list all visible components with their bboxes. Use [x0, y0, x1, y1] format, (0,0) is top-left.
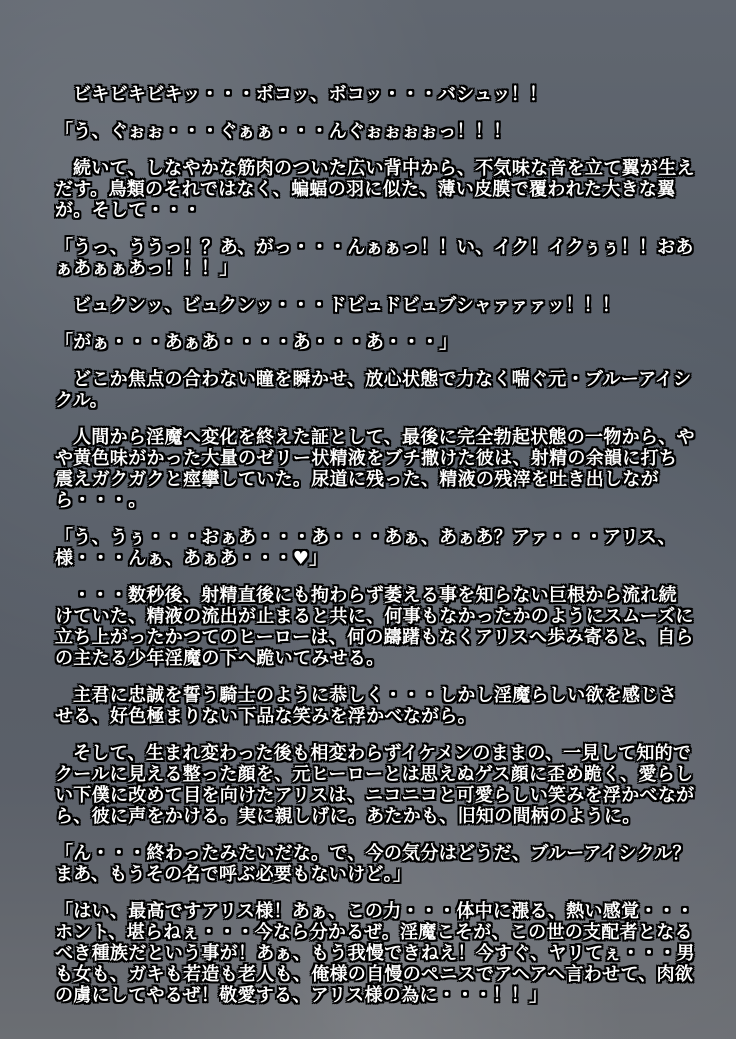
dialogue-paragraph: 「がぁ・・・あぁあ・・・・あ・・・あ・・・」: [55, 332, 458, 353]
text-body: [55, 84, 695, 1022]
narration-paragraph: ビュクンッ、ビュクンッ・・・ドビュドビュブシャァァァッ！！！: [73, 295, 621, 316]
narration-paragraph: どこか焦点の合わない瞳を瞬かせ、放心状態で力なく喘ぐ元・ブルーアイシクル。: [55, 369, 692, 411]
narration-paragraph: 主君に忠誠を誓う騎士のように恭しく・・・しかし淫魔らしい欲を感じさせる、好色極まりない下品な笑みを浮かべながら。: [55, 685, 677, 727]
dialogue-paragraph: 「ん・・・終わったみたいだな。で、今の気分はどうだ、ブルーアイシクル？まあ、もうその名で呼ぶ必要もないけど。」: [55, 843, 691, 885]
narration-paragraph: ・・・数秒後、射精直後にも拘わらず萎える事を知らない巨根から流れ続けていた、精液の流出が止まると共に、何事もなかったかのようにスムーズに立ち上がったかつてのヒーローは、何の躊躇もなくアリスへ歩み寄ると、自らの主たる少年淫魔の下へ跪いてみせる。: [55, 585, 694, 669]
dialogue-paragraph: 「う、うぅ・・・おぁあ・・・あ・・・あぁ、あぁあ？アァ・・・アリス、様・・・んぁ、あぁあ・・・♥」: [55, 527, 676, 569]
narration-paragraph: 続いて、しなやかな筋肉のついた広い背中から、不気味な音を立て翼が生えだす。鳥類のそれではなく、蝙蝠の羽に似た、薄い皮膜で覆われた大きな翼が。そして・・・: [55, 158, 695, 221]
dialogue-paragraph: 「うっ、ううっ！？あ、がっ・・・んぁぁっ！！い、イク！イクぅぅ！！おあぁあぁぁあっ！！！」: [55, 237, 694, 279]
narration-paragraph: そして、生まれ変わった後も相変わらずイケメンのままの、一見して知的でクールに見える整った顔を、元ヒーローとは思えぬゲス顔に歪め跪く、愛らしい下僕に改めて目を向けたアリスは、ニコニコと可愛らしい笑みを浮かべながら、彼に声をかける。実に親しげに。あたかも、旧知の間柄のように。: [55, 743, 695, 827]
narration-paragraph: 人間から淫魔へ変化を終えた証として、最後に完全勃起状態の一物から、やや黄色味がかった大量のゼリー状精液をブチ撒けた彼は、射精の余韻に打ち震えガクガクと痙攣していた。尿道に残った、精液の残滓を吐き出しながら・・・。: [55, 427, 695, 511]
dialogue-paragraph: 「う、ぐぉぉ・・・ぐぁぁ・・・んぐぉぉぉぉっ！！！: [55, 121, 512, 142]
narration-paragraph: ビキビキビキッ・・・ボコッ、ボコッ・・・バシュッ！！: [73, 84, 548, 105]
dialogue-paragraph: 「はい、最高ですアリス様！あぁ、この力・・・体中に漲る、熱い感覚・・・ホント、堪らねぇ・・・今なら分かるぜ。淫魔こそが、この世の支配者となるべき種族だという事が！あぁ、もう我慢できねえ！今すぐ、ヤリてぇ・・・男も女も、ガキも若造も老人も、俺様の自慢のペニスでアヘアヘ言わせて、肉欲の虜にしてやるぜ！敬愛する、アリス様の為に・・・！！」: [55, 901, 695, 1006]
